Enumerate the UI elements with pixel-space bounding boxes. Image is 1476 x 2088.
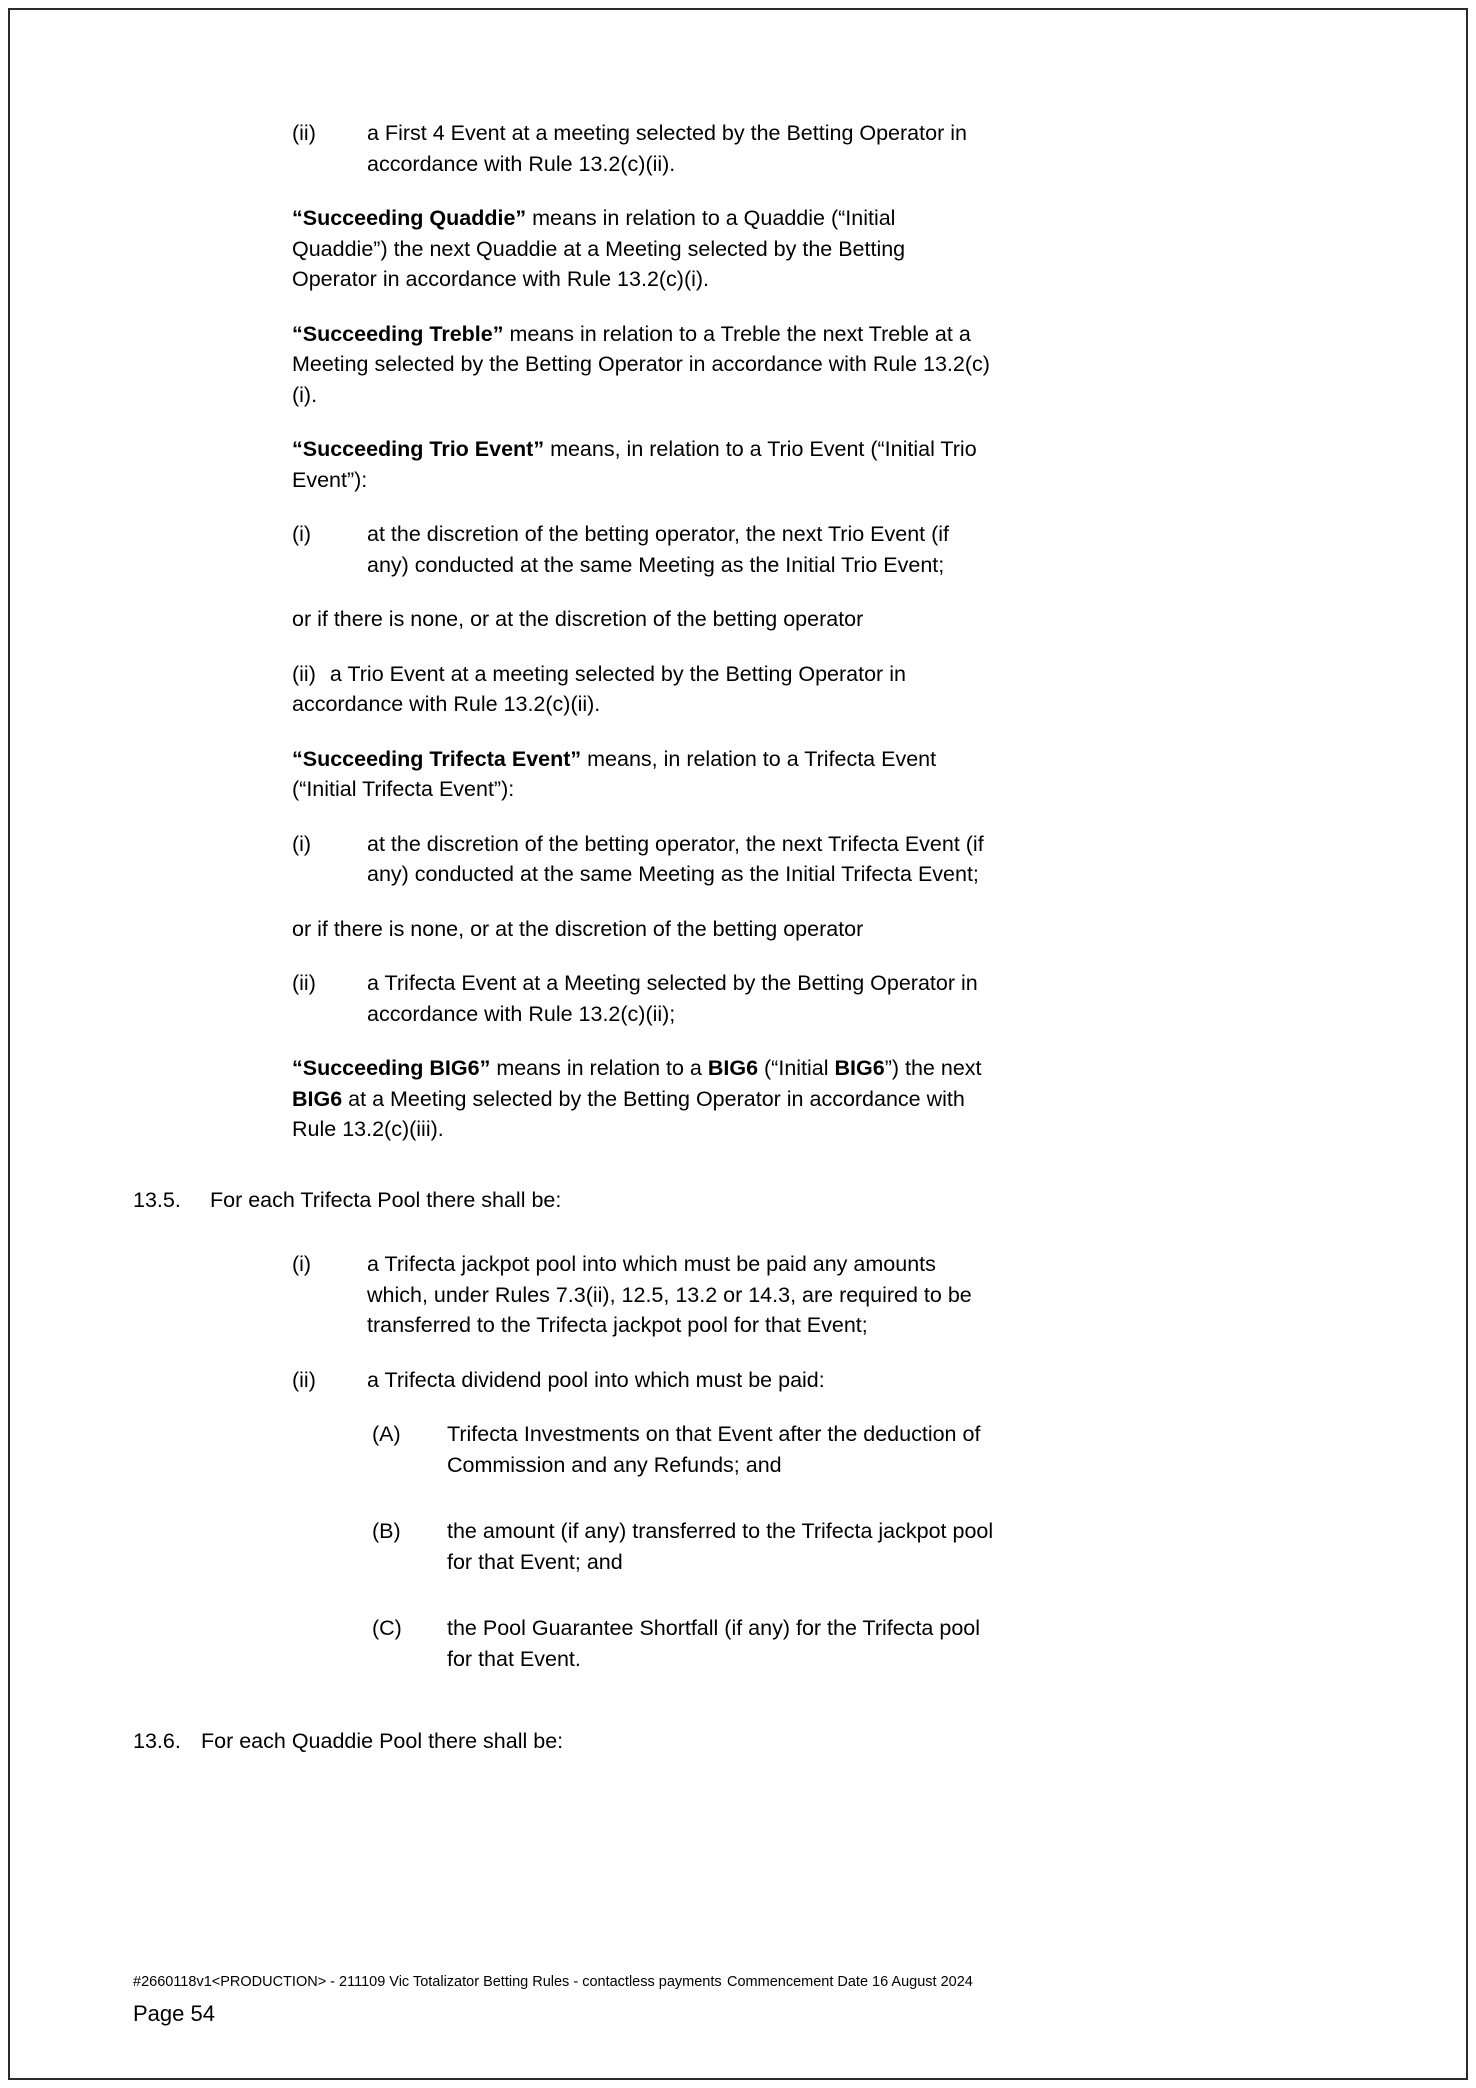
definition-text-part: (“Initial [758,1056,835,1080]
sub-list-item-text: the amount (if any) transferred to the Trifecta jackpot pool for that Event; and [447,1519,994,1574]
big6-term: BIG6 [707,1056,759,1080]
list-marker: (ii) [292,971,316,995]
list-item-text: at the discretion of the betting operator, the next Trio Event (if any) conducted at the same Meeting as the Initial Trio Event; [367,522,950,577]
footer-commencement-date: Commencement Date 16 August 2024 [727,1974,973,1990]
rule-number: 13.5. [133,1187,181,1212]
definition-succeeding-treble [292,319,992,411]
footer-row [133,1972,1343,1996]
rule-13-5 [133,1185,1013,1216]
list-item [292,968,992,1029]
definition-text-part: ”) the next [884,1056,982,1080]
sub-list-item-text: the Pool Guarantee Shortfall (if any) for the Trifecta pool for that Event. [447,1616,981,1671]
sub-list-item-text: Trifecta Investments on that Event after the deduction of Commission and any Refunds; and [447,1422,981,1477]
definition-text-part: means in relation to a [490,1056,708,1080]
definition-succeeding-trio-event [292,434,992,495]
sub-list-marker: (C) [372,1616,402,1640]
list-item-text: at the discretion of the betting operator, the next Trifecta Event (if any) conducted at the same Meeting as the Initial Trifecta Event; [367,831,984,886]
list-marker: (i) [292,522,312,546]
definition-term: “Succeeding Trifecta Event” [292,746,582,771]
definition-text: means, in relation to a Trio Event (“Initial Trio Event”): [292,437,977,492]
list-item-text: a Trifecta dividend pool into which must be paid: [367,1367,825,1392]
list-item-text: a First 4 Event at a meeting selected by the Betting Operator in accordance with Rule 13.2(c)(ii). [367,121,967,176]
big6-term: BIG6 [292,1086,343,1111]
list-item [292,1365,992,1396]
rule-heading: For each Quaddie Pool there shall be: [201,1729,564,1753]
list-item [292,519,992,580]
definition-term: “Succeeding Quaddie” [292,206,527,230]
list-marker: (i) [292,831,312,856]
definition-succeeding-trifecta-event [292,744,992,805]
big6-term: BIG6 [834,1056,885,1080]
page-footer [0,1972,1476,2028]
sub-list-item [372,1419,994,1480]
definition-term: “Succeeding Treble” [292,321,504,346]
page-number: Page 54 [133,2001,215,2026]
list-item [292,659,992,720]
list-item [292,829,992,890]
list-marker: (ii) [292,661,316,686]
runon-clause: or if there is none, or at the discretion of the betting operator [292,916,864,941]
list-item-text: a Trifecta jackpot pool into which must be paid any amounts which, under Rules 7.3(ii), 12.5, 13.2 or 14.3, are required to be transferred to the Trifecta jackpot pool for that Event; [367,1252,972,1337]
footer-document-id: #2660118v1<PRODUCTION> - 211109 Vic Totalizator Betting Rules - contactless payments [133,1974,722,1990]
sub-list-marker: (B) [372,1519,401,1543]
definition-text: means, in relation to a Trifecta Event (“Initial Trifecta Event”): [292,746,937,801]
list-marker: (ii) [292,1367,316,1392]
sub-list-item [372,1516,994,1577]
list-item [292,1249,992,1341]
definition-text: means in relation to a Quaddie (“Initial Quaddie”) the next Quaddie at a Meeting selected by the Betting Operator in accordance with Rule 13.2(c)(i). [292,206,906,291]
definition-succeeding-quaddie [292,203,992,295]
rule-number: 13.6. [133,1729,181,1753]
definition-term: “Succeeding Trio Event” [292,437,545,461]
definition-succeeding-big6 [292,1053,992,1145]
list-item [292,118,992,179]
runon-clause: or if there is none, or at the discretion of the betting operator [292,607,864,631]
definition-term: “Succeeding BIG6” [292,1056,491,1080]
list-marker: (i) [292,1252,312,1276]
list-item-text: a Trifecta Event at a Meeting selected by the Betting Operator in accordance with Rule 13.2(c)(ii); [367,971,978,1026]
rule-13-6 [133,1726,1013,1757]
sub-list-item [372,1613,994,1674]
sub-list-marker: (A) [372,1422,401,1446]
definition-text: means in relation to a Treble the next Treble at a Meeting selected by the Betting Operator in accordance with Rule 13.2(c)(i). [292,321,990,407]
list-item-text: a Trio Event at a meeting selected by the Betting Operator in accordance with Rule 13.2(c)(ii). [292,661,906,716]
list-marker: (ii) [292,121,316,145]
definition-text-part: at a Meeting selected by the Betting Operator in accordance with Rule 13.2(c)(iii). [292,1086,965,1141]
rule-heading: For each Trifecta Pool there shall be: [210,1187,562,1212]
